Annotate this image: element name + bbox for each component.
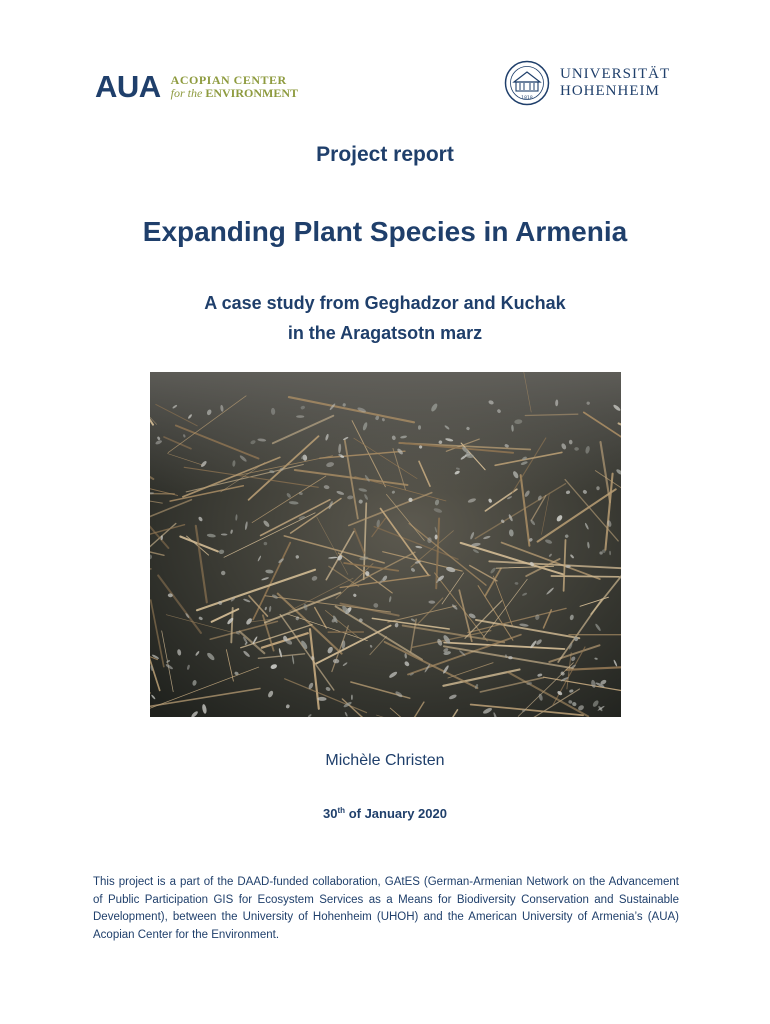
report-date bbox=[0, 806, 770, 821]
author-name: Michèle Christen bbox=[325, 752, 445, 769]
photo-leaflet bbox=[427, 537, 431, 543]
hohenheim-wordmark bbox=[560, 66, 670, 100]
cover-photo bbox=[150, 372, 621, 717]
university-seal-icon bbox=[504, 60, 550, 106]
acopian-center-line: ACOPIAN CENTER bbox=[170, 72, 287, 87]
date-rest: of January 2020 bbox=[348, 806, 447, 821]
photo-leaflet bbox=[296, 415, 304, 418]
date-suffix: th bbox=[337, 806, 346, 815]
for-the-environment-line bbox=[171, 87, 298, 99]
report-type-label: Project report bbox=[316, 143, 454, 166]
environment-text: ENVIRONMENT bbox=[205, 85, 299, 100]
hohenheim-text: HOHENHEIM bbox=[560, 83, 660, 99]
for-the-text: for the bbox=[170, 85, 203, 100]
photo-stem bbox=[551, 576, 619, 577]
aua-acopian-logo bbox=[95, 66, 298, 106]
date-day: 30 bbox=[323, 806, 338, 821]
funding-note: This project is a part of the DAAD-funded collaboration, GAtES (German-Armenian Network on the Advancement of Public Participation GIS for Ecosystem Services as a Means for Biodiversity Conservation and Sustainable Development), between the University of Hohenheim (UHOH) and the American University of Armenia’s (AUA) Acopian Center for the Environment. bbox=[93, 876, 679, 941]
universitaet-text: UNIVERSITÄT bbox=[560, 66, 671, 82]
subtitle-line-2: in the Aragatsotn marz bbox=[287, 323, 483, 343]
spiny-shrub-photo bbox=[150, 372, 621, 717]
acopian-center-wordmark bbox=[171, 74, 298, 99]
page-subtitle bbox=[0, 288, 770, 348]
photo-leaflet bbox=[599, 551, 602, 554]
page-title: Expanding Plant Species in Armenia bbox=[142, 216, 628, 247]
hohenheim-logo bbox=[504, 60, 670, 106]
subtitle-line-1: A case study from Geghadzor and Kuchak bbox=[204, 293, 566, 313]
seal-year: 1818 bbox=[521, 96, 533, 101]
aua-logo-mark: AUA bbox=[95, 68, 161, 104]
